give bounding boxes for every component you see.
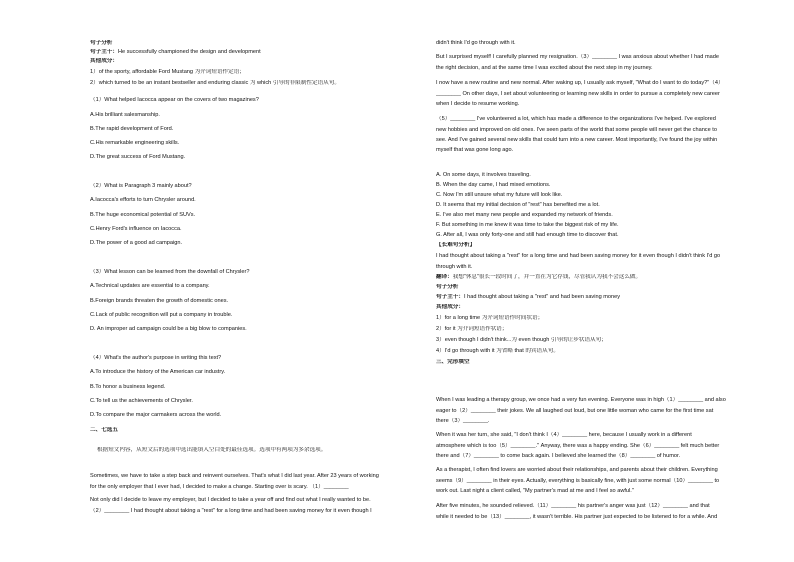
- option-b: B. When the day came, I had mixed emotions.: [436, 182, 551, 188]
- q4-option-a: A.To introduce the history of the American car industry.: [90, 369, 226, 375]
- passage-line-11: （5）________ I've volunteered a lot, which has made a difference to the organizations I've helped. I've explored: [436, 116, 716, 122]
- question-1: （1）What helped Iacocca appear on the covers of two magazines?: [90, 97, 259, 103]
- passage-line-8: I now have a new routine and new normal. After waking up, I usually ask myself, "What do I want to do today?"（4）: [436, 80, 724, 86]
- passage-line-5: didn't think I'd go through with it.: [436, 40, 516, 46]
- passage-line-3: Not only did I decide to leave my employer, but I decided to take a year off and find out what I really wanted to be.: [90, 497, 371, 503]
- cloze-line-9: work out. Last night a client called, "My partner's mad at me and I feel so awful.": [436, 488, 634, 494]
- option-g: G. After all, I was only forty-one and still had enough time to discover that.: [436, 232, 619, 238]
- main-clause-label-2: 句子主干：: [436, 294, 464, 300]
- option-d: D. It seems that my initial decision of "rest" has benefited me a lot.: [436, 202, 600, 208]
- passage-line-6: But I surprised myself! I carefully planned my resignation.（3）________ I was anxious about whether I had made: [436, 54, 719, 60]
- other-label: 其他成分：: [90, 58, 118, 64]
- passage-line-12: new hobbies and improved on old ones. I've seen parts of the world that some people will never get the chance to: [436, 127, 717, 133]
- q4-option-b: B.To honor a business legend.: [90, 384, 166, 390]
- long-sentence-heading: 【长难句分析】: [436, 242, 476, 248]
- q2-option-d: D.The power of a good ad campaign.: [90, 240, 183, 246]
- option-a: A. On some days, it involves traveling.: [436, 172, 531, 178]
- main-clause-label: 句子主干：: [90, 49, 118, 55]
- q3-option-a: A.Technical updates are essential to a company.: [90, 283, 210, 289]
- option-f: F. But something in me knew it was time to take the biggest risk of my life.: [436, 222, 619, 228]
- translation-text: 我想“休息”很长一段时间了，并一直在为它存钱，尽管我认为我不会这么做。: [452, 274, 642, 280]
- long-sentence-line-1: I had thought about taking a "rest" for a long time and had been saving money for it even though I didn't think I'd go: [436, 253, 721, 259]
- other-item-2-3: 3）even though I didn't think...为 even though 引导的让步状语从句；: [436, 337, 607, 343]
- main-clause-line-2: [436, 294, 771, 301]
- main-clause-line: [90, 49, 425, 56]
- q3-option-c: C.Lack of public recognition will put a company in trouble.: [90, 312, 233, 318]
- other-item-2: 2）which turned to be an instant bestseller and enduring classic 为 which 引导的非限制性定语从句。: [90, 80, 340, 86]
- other-item-2-2: 2）for it 为介词短语作状语；: [436, 326, 508, 332]
- analysis-heading-2: 句子分析: [436, 284, 459, 290]
- cloze-line-5: atmosphere which is too（5）________." Anyway, there was a happy ending. She（6）________ felt much better: [436, 443, 720, 449]
- section-cloze: 三、完形填空: [436, 359, 470, 365]
- passage-line-10: when I decide to resume working.: [436, 101, 520, 107]
- q1-option-b: B.The rapid development of Ford.: [90, 126, 174, 132]
- section-instruction: 根据短文内容，从短文后的选项中选出能填入空白处的最佳选项。选项中有两项为多余选项。: [97, 447, 327, 453]
- question-4: （4）What's the author's purpose in writing this text?: [90, 355, 222, 361]
- q1-option-a: A.His brilliant salesmanship.: [90, 112, 160, 118]
- other-item-1: 1）of the sporty, affordable Ford Mustang 为介词短语作定语；: [90, 69, 245, 75]
- question-3: （3）What lesson can be learned from the downfall of Chrysler?: [90, 269, 250, 275]
- q2-option-a: A.Iacocca's efforts to turn Chrysler around.: [90, 197, 196, 203]
- q4-option-d: D.To compare the major carmakers across the world.: [90, 412, 222, 418]
- cloze-line-2: eager to（2）________ their jokes. We all laughed out loud, but one little woman who came for the first time sat: [436, 408, 714, 414]
- translation-label: 翻译：: [436, 274, 453, 280]
- q1-option-d: D.The great success of Ford Mustang.: [90, 154, 186, 160]
- passage-line-2: for the only employer that I ever had, I decided to make a change. Starting over is scary. （1）________: [90, 484, 349, 490]
- option-e: E. I've also met many new people and expanded my network of friends.: [436, 212, 613, 218]
- other-item-2-4: 4）I'd go through with it 为省略 that 的宾语从句。: [436, 348, 559, 354]
- cloze-line-7: As a therapist, I often find lovers are worried about their relationships, and parents about their children. Everything: [436, 467, 718, 473]
- question-2: （2）What is Paragraph 3 mainly about?: [90, 183, 192, 189]
- cloze-line-3: there（3）________.: [436, 418, 490, 424]
- passage-line-7: the right decision, and at the same time I was excited about the next step in my journey.: [436, 65, 653, 71]
- analysis-heading: 句子分析: [90, 40, 113, 46]
- passage-line-14: myself that was gone long ago.: [436, 147, 514, 153]
- cloze-line-6: there and（7）________ to come back again. I believed she learned the（8）________ of humor.: [436, 453, 681, 459]
- cloze-line-11: while it needed to be（13）________, it wasn't terrible. His partner just expected to be listened to for a while. And: [436, 514, 718, 520]
- q2-option-c: C.Henry Ford's influence on Iacocca.: [90, 226, 182, 232]
- q3-option-d: D. An improper ad campaign could be a big blow to companies.: [90, 326, 247, 332]
- cloze-line-4: When it was her turn, she said, "I don't think I（4）________ here, because I usually work in a different: [436, 432, 692, 438]
- cloze-line-10: After five minutes, he sounded relieved.（11）________ his partner's anger was just（12）________ and that: [436, 503, 710, 509]
- other-item-2-1: 1）for a long time 为介词短语作时间状语；: [436, 315, 544, 321]
- other-label-2: 其他成分：: [436, 304, 464, 310]
- passage-line-13: see. And I've gained several new skills that could turn into a new career. Most importantly, I've found the joy within: [436, 137, 718, 143]
- section-seven-choose-five: 二、七选五: [90, 427, 118, 433]
- passage-line-4: （2）________ I had thought about taking a "rest" for a long time and had been saving money for it even though I: [90, 508, 372, 514]
- translation-line: [436, 274, 771, 281]
- passage-line-9: ________ On other days, I set about volunteering or learning new skills in order to pursue a completely new career: [436, 91, 720, 97]
- cloze-line-1: When I was leading a therapy group, we once had a very fun evening. Everyone was in high（1）________ and also: [436, 397, 726, 403]
- q1-option-c: C.His remarkable engineering skills.: [90, 140, 180, 146]
- q3-option-b: B.Foreign brands threaten the growth of domestic ones.: [90, 298, 229, 304]
- long-sentence-line-2: through with it.: [436, 264, 473, 270]
- q4-option-c: C.To tell us the achievements of Chrysler.: [90, 398, 193, 404]
- main-clause-text-2: I had thought about taking a "rest" and had been saving money: [463, 294, 621, 300]
- passage-line-1: Sometimes, we have to take a step back and reinvent ourselves. That's what I did last year. After 23 years of working: [90, 473, 379, 479]
- q2-option-b: B.The huge economical potential of SUVs.: [90, 212, 196, 218]
- main-clause-text: He successfully championed the design and development: [117, 49, 261, 55]
- option-c: C. Now I'm still unsure what my future will look like.: [436, 192, 563, 198]
- cloze-line-8: seems（9）________ in their eyes. Actually, everything is basically fine, with just some normal（10）________ to: [436, 478, 720, 484]
